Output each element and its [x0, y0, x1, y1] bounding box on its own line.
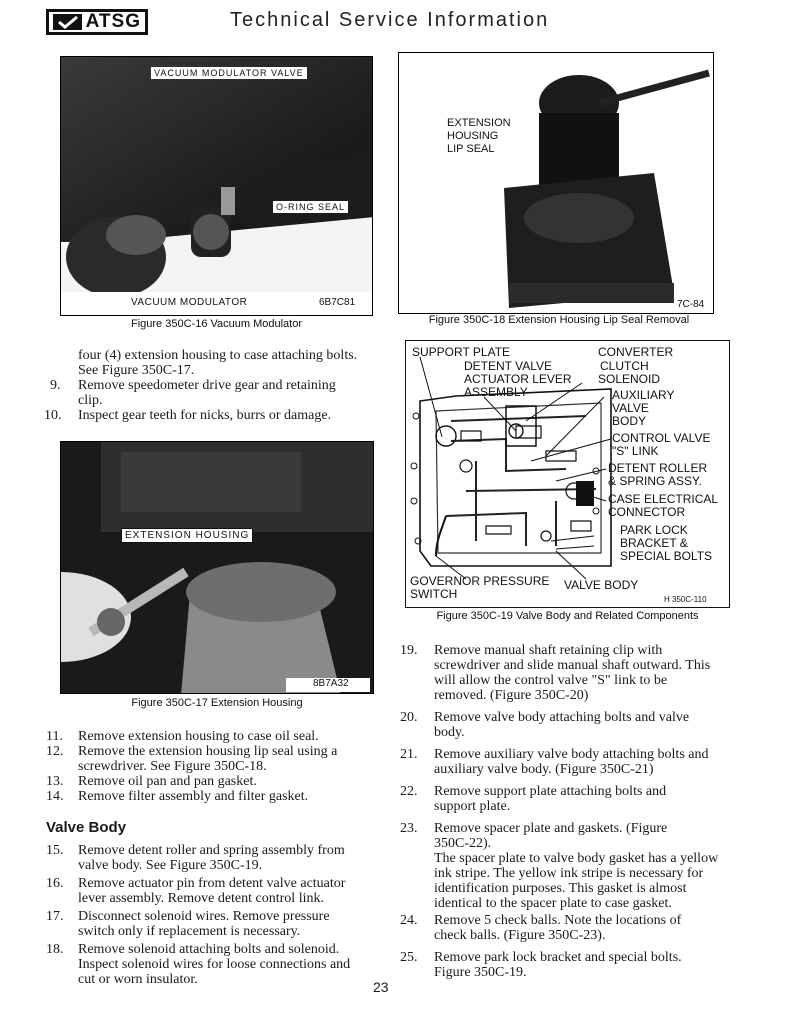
figure-17-code: 8B7A32	[313, 678, 349, 689]
label-converter: CONVERTER	[598, 345, 674, 359]
intro-paragraph: four (4) extension housing to case attaching bolts. See Figure 350C-17.	[78, 348, 358, 378]
list-item: 11. Remove extension housing to case oil seal.	[46, 729, 319, 744]
list-item: 15. Remove detent roller and spring assembly from valve body. See Figure 350C-19.	[46, 843, 345, 873]
list-item: 22. Remove support plate attaching bolts and support plate.	[400, 784, 667, 814]
list-item: 25. Remove park lock bracket and special bolts. Figure 350C-19.	[400, 950, 682, 980]
vacuum-modulator-label: VACUUM MODULATOR	[131, 297, 248, 308]
section-heading-valve-body: Valve Body	[46, 819, 127, 836]
label-solenoid: SOLENOID	[598, 372, 661, 386]
label-park-lock: PARK LOCK	[620, 523, 688, 537]
label-valve-body: VALVE BODY	[564, 578, 639, 592]
list-item: 21. Remove auxiliary valve body attaching bolts and auxiliary valve body. (Figure 350C-21)	[400, 747, 709, 777]
figure-16-code: 6B7C81	[319, 297, 356, 308]
steps-24-25	[400, 913, 732, 980]
steps-9-10	[44, 378, 380, 423]
label-connector: CONNECTOR	[608, 505, 686, 519]
page-title: Technical Service Information	[230, 9, 550, 31]
list-item: 19. Remove manual shaft retaining clip with screwdriver and slide manual shaft outward. This will allow the control valve "S" link to be removed. (Figure 350C-20)	[400, 643, 711, 703]
label-bracket: BRACKET &	[620, 536, 688, 550]
label-actuator-lever: ACTUATOR LEVER	[464, 372, 572, 386]
list-item: 13. Remove oil pan and pan gasket.	[46, 774, 257, 789]
list-item: 10. Inspect gear teeth for nicks, burrs or damage.	[44, 408, 332, 423]
steps-11-14	[46, 729, 376, 804]
figure-19-code: H 350C-110	[664, 595, 707, 604]
figure-18-photo	[398, 52, 714, 314]
page-number: 23	[373, 979, 389, 995]
list-item: 23. Remove spacer plate and gaskets. (Figure 350C-22).	[400, 821, 668, 851]
label-case-electrical: CASE ELECTRICAL	[608, 492, 719, 506]
list-item: 16. Remove actuator pin from detent valve actuator lever assembly. Remove detent control link.	[46, 876, 346, 906]
extension-housing-lip-seal-label: EXTENSION HOUSING LIP SEAL	[447, 117, 511, 155]
label-detent-valve: DETENT VALVE	[464, 359, 553, 373]
label-s-link: "S" LINK	[612, 444, 659, 458]
steps-15-18	[46, 843, 376, 987]
label-governor-pressure: GOVERNOR PRESSURE	[410, 574, 550, 588]
list-item: 24. Remove 5 check balls. Note the locations of check balls. (Figure 350C-23).	[400, 913, 682, 943]
figure-17-photo	[60, 441, 374, 694]
vacuum-modulator-valve-label: VACUUM MODULATOR VALVE	[151, 67, 307, 79]
list-item: 20. Remove valve body attaching bolts and valve body.	[400, 710, 690, 740]
vacuum-modulator-photo	[61, 57, 373, 316]
label-assembly: ASSEMBLY	[464, 385, 528, 399]
list-item: 12. Remove the extension housing lip seal using a screwdriver. See Figure 350C-18.	[46, 744, 338, 774]
atsg-logo	[46, 9, 148, 35]
o-ring-seal-label: O-RING SEAL	[273, 201, 348, 213]
gasket-note: The spacer plate to valve body gasket has a yellow ink stripe. The yellow ink stripe is necessary for identification purposes. This gasket is almost identical to the spacer plate to case gasket.	[434, 851, 719, 911]
figure-16-caption: Figure 350C-16 Vacuum Modulator	[131, 318, 302, 330]
extension-housing-photo	[399, 53, 714, 314]
list-item: 14. Remove filter assembly and filter gasket.	[46, 789, 309, 804]
figure-19-caption: Figure 350C-19 Valve Body and Related Components	[436, 610, 699, 622]
figure-18-caption: Figure 350C-18 Extension Housing Lip Seal Removal	[428, 314, 690, 326]
figure-19-diagram	[405, 340, 730, 608]
logo-text: ATSG	[85, 11, 141, 32]
label-valve: VALVE	[612, 401, 649, 415]
extension-housing-removal-photo	[61, 442, 374, 694]
label-spring-assy: & SPRING ASSY.	[608, 474, 702, 488]
list-item: 17. Disconnect solenoid wires. Remove pressure switch only if replacement is necessary.	[46, 909, 330, 939]
list-item: 18. Remove solenoid attaching bolts and solenoid. Inspect solenoid wires for loose connections and cut or worn insulator.	[46, 942, 351, 987]
label-support-plate: SUPPORT PLATE	[412, 345, 511, 359]
steps-19-23	[400, 643, 732, 851]
label-body: BODY	[612, 414, 647, 428]
list-item: 9. Remove speedometer drive gear and retaining clip.	[50, 378, 336, 408]
label-switch: SWITCH	[410, 587, 458, 601]
extension-housing-label: EXTENSION HOUSING	[121, 528, 253, 543]
figure-16-photo	[60, 56, 373, 316]
label-control-valve: CONTROL VALVE	[612, 431, 711, 445]
figure-17-caption: Figure 350C-17 Extension Housing	[131, 697, 303, 709]
label-auxiliary: AUXILIARY	[612, 388, 675, 402]
figure-18-code: 7C-84	[677, 299, 705, 310]
check-mark-icon	[53, 14, 82, 30]
label-special-bolts: SPECIAL BOLTS	[620, 549, 713, 563]
label-clutch: CLUTCH	[600, 359, 649, 373]
label-detent-roller: DETENT ROLLER	[608, 461, 708, 475]
